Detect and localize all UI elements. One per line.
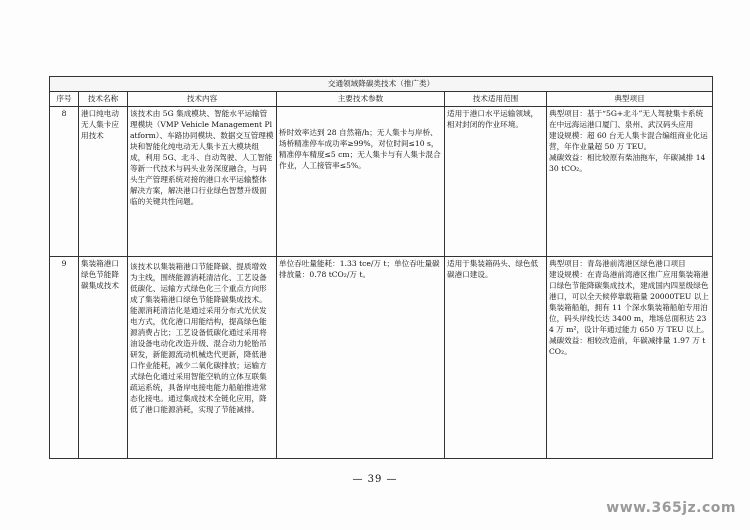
row-tech-scope: 适用于港口水平运输领域，相对封闭的作业环境。 <box>445 107 547 257</box>
page-number: — 39 — <box>352 474 398 485</box>
row-seq: 8 <box>50 107 79 257</box>
row-tech-scope: 适用于集装箱码头、绿色低碳港口建设。 <box>445 257 547 459</box>
table-header-row <box>50 92 713 107</box>
header-params: 主要技术参数 <box>277 92 445 107</box>
header-name: 技术名称 <box>79 92 128 107</box>
row-tech-name: 港口纯电动无人集卡应用技术 <box>79 107 128 257</box>
row-tech-params: 桥时效率达到 28 自然箱/h；无人集卡与岸桥、场桥精准停车成功率≥99%，对位时间≤10 s，精准停车精度≤5 cm；无人集卡与有人集卡混合作业，人工接管率≤5%。 <box>277 107 445 257</box>
table-row <box>50 257 713 459</box>
header-projects: 典型项目 <box>547 92 713 107</box>
row-typical-projects: 典型项目：基于“5G+北斗”无人驾驶集卡系统在中远海运港口厦门、泉州、武汉码头应用 建设规模：超 60 台无人集卡混合编组商业化运营，年作业量超 50 万 TEU。 减碳效益：相比较原有柴油拖车，年碳减排 1430 tCO₂。 <box>547 107 713 257</box>
row-tech-params: 单位吞吐量能耗：1.33 tce/万 t；单位吞吐量碳排放量：0.78 tCO₂/万 t。 <box>277 257 445 459</box>
header-seq: 序号 <box>50 92 79 107</box>
table-row <box>50 107 713 257</box>
table-title: 交通领域降碳类技术（推广类） <box>50 77 713 92</box>
row-typical-projects: 典型项目：青岛港前湾港区绿色港口项目 建设规模：在青岛港前湾港区推广应用集装箱港口绿色节能降碳集成技术，建成国内四星级绿色港口，可以全天候停靠载箱量 20000TEU 以上集装箱船舶，拥有 11 个深水集装箱船舶专用泊位，码头岸线长达 3400 m，堆场总面积达 234 万 m²，设计年通过能力 650 万 TEU 以上。 减碳效益：相较改造前，年碳减排量 1.97 万 tCO₂。 <box>547 257 713 459</box>
site-watermark: www.365jz.com <box>606 500 736 516</box>
row-tech-name: 集装箱港口绿色节能降碳集成技术 <box>79 257 128 459</box>
row-tech-content: 该技术以集装箱港口节能降碳、提质增效为主线，围绕能源消耗清洁化、工艺设备低碳化、运输方式绿色化三个重点方向形成了集装箱港口绿色节能降碳集成技术。能源消耗清洁化是通过采用分布式光伏发电方式，优化港口用能结构，提高绿色能源消费占比；工艺设备低碳化通过采用将油设备电动化改造升级、混合动力轮胎吊研发，新能源流动机械迭代更新，降低港口作业能耗，减少二氧化碳排放；运输方式绿色化通过采用智能空轨的立体互联集疏运系统，具备岸电接电能力船舶推进常态化接电。通过集成技术全链化应用，降低了港口能源消耗，实现了节能减排。 <box>128 257 277 459</box>
row-tech-content: 该技术由 5G 集成模块、智能水平运输管理模块（VMP Vehicle Management Platform）、车路协同模块、数据交互管理模块和智能化纯电动无人集卡五大模块组成，利用 5G、北斗、自动驾驶、人工智能等新一代技术与码头业务深度融合，与码头生产管理系统对接的港口水平运输整体解决方案，解决港口行业绿色智慧升级面临的关键共性问题。 <box>128 107 277 257</box>
technology-table <box>49 76 713 459</box>
table-title-row <box>50 77 713 92</box>
row-seq: 9 <box>50 257 79 459</box>
header-scope: 技术适用范围 <box>445 92 547 107</box>
header-content: 技术内容 <box>128 92 277 107</box>
